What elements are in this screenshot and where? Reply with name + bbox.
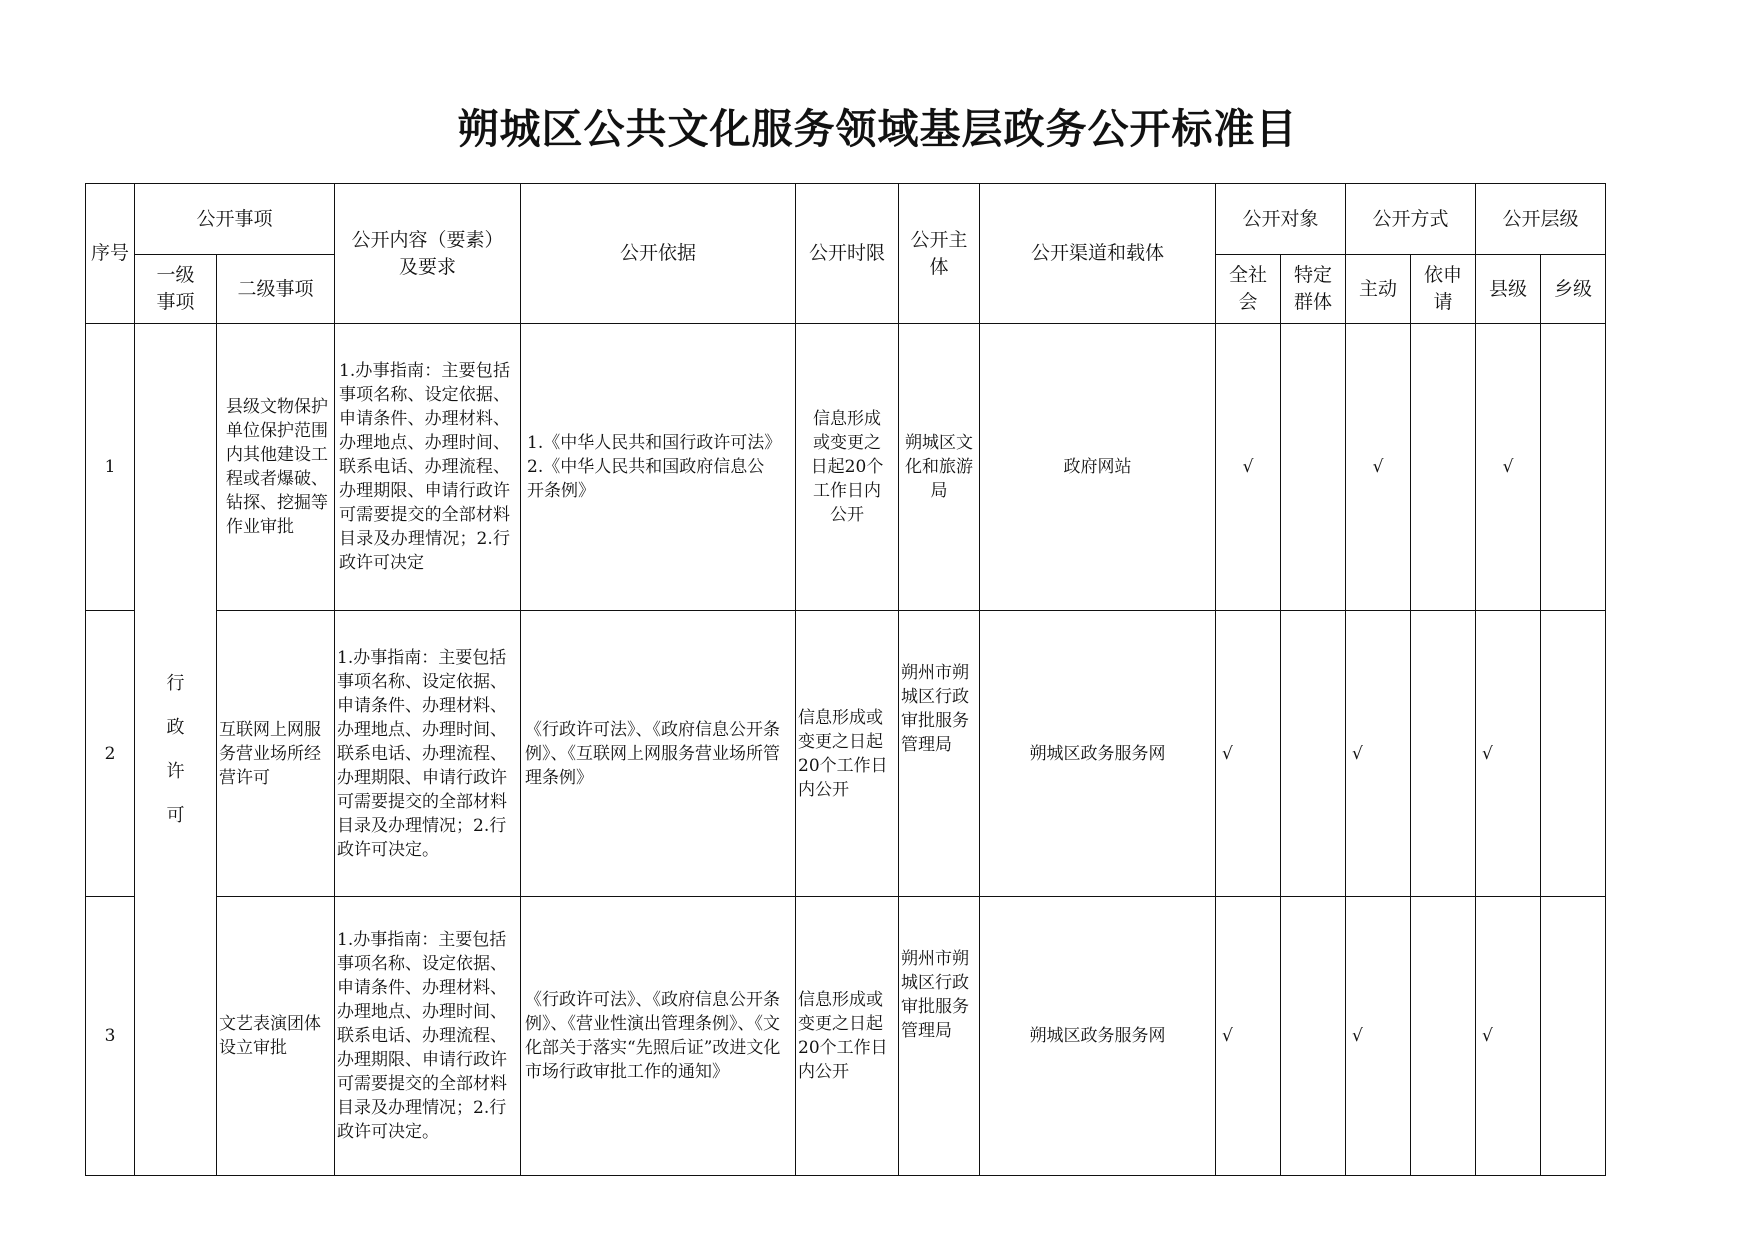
row-specific-group [1281, 324, 1346, 611]
header-subject-line1: 公开主 [910, 228, 968, 251]
header-specific-line1: 特定 [1294, 264, 1333, 286]
row-seq: 3 [86, 897, 135, 1176]
row-item: 县级文物保护单位保护范围内其他建设工程或者爆破、钻探、挖掘等作业审批 [217, 324, 335, 611]
category-char-1: 行 [166, 672, 185, 694]
row-channel: 朔城区政务服务网 [980, 611, 1216, 897]
header-all-line1: 全社 [1229, 264, 1268, 286]
row-basis: 《行政许可法》、《政府信息公开条例》、《互联网上网服务营业场所管理条例》 [521, 611, 796, 897]
row-time: 信息形成或变更之日起20个工作日内公开 [796, 611, 899, 897]
row-on-request [1411, 324, 1476, 611]
header-level1-line2: 事项 [156, 291, 195, 313]
row-item: 文艺表演团体设立审批 [217, 897, 335, 1176]
row-channel: 朔城区政务服务网 [980, 897, 1216, 1176]
row-on-request [1411, 611, 1476, 897]
header-request-line2: 请 [1433, 291, 1453, 313]
header-town: 乡级 [1541, 255, 1606, 324]
page-title: 朔城区公共文化服务领域基层政务公开标准目 [457, 105, 1298, 153]
row-specific-group [1281, 897, 1346, 1176]
header-method: 公开方式 [1346, 184, 1476, 255]
row-on-request [1411, 897, 1476, 1176]
header-basis: 公开依据 [521, 184, 796, 324]
row-content: 1.办事指南：主要包括事项名称、设定依据、申请条件、办理材料、办理地点、办理时间、联系电话、办理流程、办理期限、申请行政许可需要提交的全部材料目录及办理情况；2.行政许可决定 [335, 324, 521, 611]
header-items: 公开事项 [135, 184, 335, 255]
row-all-society: √ [1216, 611, 1281, 897]
header-channel: 公开渠道和载体 [980, 184, 1216, 324]
header-content-line1: 公开内容（要素） [351, 228, 504, 251]
header-county: 县级 [1476, 255, 1541, 324]
header-on-request [1411, 255, 1476, 324]
header-row-1 [86, 184, 1606, 255]
row-subject: 朔州市朔城区行政审批服务管理局 [899, 611, 980, 897]
catalog-table [85, 183, 1606, 1176]
header-time: 公开时限 [796, 184, 899, 324]
header-request-line1: 依申 [1424, 264, 1463, 286]
row-county: √ [1476, 611, 1541, 897]
row-channel: 政府网站 [980, 324, 1216, 611]
category-char-4: 可 [166, 804, 185, 826]
row-item: 互联网上网服务营业场所经营许可 [217, 611, 335, 897]
category-char-2: 政 [166, 716, 185, 738]
table-row [86, 897, 1606, 1176]
row-content: 1.办事指南：主要包括事项名称、设定依据、申请条件、办理材料、办理地点、办理时间、联系电话、办理流程、办理期限、申请行政许可需要提交的全部材料目录及办理情况；2.行政许可决定。 [335, 611, 521, 897]
header-level: 公开层级 [1476, 184, 1606, 255]
row-town [1541, 324, 1606, 611]
row-town [1541, 611, 1606, 897]
header-content-line2: 及要求 [399, 255, 457, 278]
row-time: 信息形成或变更之日起20个工作日内公开 [796, 324, 899, 611]
header-subject [899, 184, 980, 324]
header-audience: 公开对象 [1216, 184, 1346, 255]
table-row [86, 611, 1606, 897]
row-all-society: √ [1216, 897, 1281, 1176]
header-level2: 二级事项 [217, 255, 335, 324]
header-subject-line2: 体 [929, 255, 949, 278]
row-town [1541, 897, 1606, 1176]
row-active: √ [1346, 611, 1411, 897]
row-basis: 《行政许可法》、《政府信息公开条例》、《营业性演出管理条例》、《文化部关于落实“先照后证”改进文化市场行政审批工作的通知》 [521, 897, 796, 1176]
table-row [86, 324, 1606, 611]
row-specific-group [1281, 611, 1346, 897]
row-basis: 1.《中华人民共和国行政许可法》2.《中华人民共和国政府信息公开条例》 [521, 324, 796, 611]
header-seq: 序号 [86, 184, 135, 324]
header-active: 主动 [1346, 255, 1411, 324]
row-seq: 2 [86, 611, 135, 897]
header-level1-line1: 一级 [156, 264, 195, 286]
category-cell [135, 324, 217, 1176]
header-content [335, 184, 521, 324]
row-seq: 1 [86, 324, 135, 611]
row-content: 1.办事指南：主要包括事项名称、设定依据、申请条件、办理材料、办理地点、办理时间、联系电话、办理流程、办理期限、申请行政许可需要提交的全部材料目录及办理情况；2.行政许可决定。 [335, 897, 521, 1176]
row-active: √ [1346, 324, 1411, 611]
row-county: √ [1476, 324, 1541, 611]
row-time: 信息形成或变更之日起20个工作日内公开 [796, 897, 899, 1176]
row-all-society: √ [1216, 324, 1281, 611]
header-all-society [1216, 255, 1281, 324]
header-all-line2: 会 [1238, 291, 1258, 313]
category-char-3: 许 [166, 760, 185, 782]
row-active: √ [1346, 897, 1411, 1176]
row-county: √ [1476, 897, 1541, 1176]
header-level1 [135, 255, 217, 324]
header-specific-group [1281, 255, 1346, 324]
header-specific-line2: 群体 [1294, 291, 1333, 313]
row-subject: 朔州市朔城区行政审批服务管理局 [899, 897, 980, 1176]
row-subject: 朔城区文化和旅游局 [899, 324, 980, 611]
